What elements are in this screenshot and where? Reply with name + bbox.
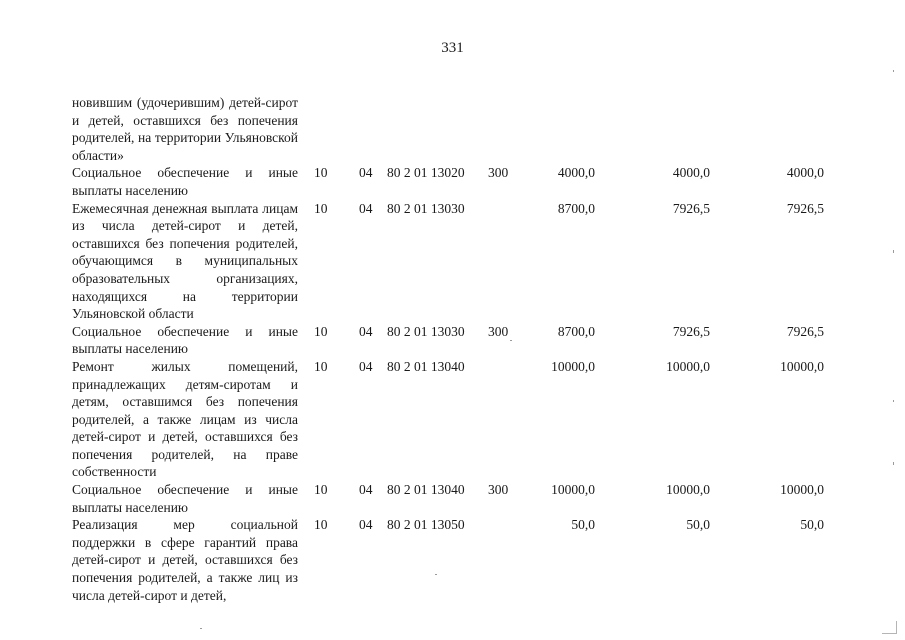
amount-year-1: 8700,0 bbox=[557, 323, 595, 339]
table-row bbox=[72, 323, 862, 358]
amount-year-3: 10000,0 bbox=[780, 482, 824, 498]
table-row bbox=[72, 164, 862, 199]
subsection-code: 04 bbox=[359, 517, 373, 533]
subsection-code: 04 bbox=[359, 323, 373, 339]
amount-year-2: 7926,5 bbox=[672, 200, 710, 216]
amount-year-1: 50,0 bbox=[571, 517, 595, 533]
section-code: 10 bbox=[314, 323, 328, 339]
subsection-code: 04 bbox=[359, 358, 373, 374]
target-article-code: 80 2 01 13030 bbox=[387, 323, 465, 339]
scan-speck bbox=[893, 462, 894, 465]
amount-year-1: 8700,0 bbox=[557, 200, 595, 216]
scan-corner-mark bbox=[882, 621, 897, 634]
amount-year-2: 10000,0 bbox=[666, 358, 710, 374]
scan-speck bbox=[200, 628, 202, 629]
expense-type-code: 300 bbox=[488, 482, 509, 498]
subsection-code: 04 bbox=[359, 200, 373, 216]
scan-speck bbox=[510, 340, 512, 341]
target-article-code: 80 2 01 13040 bbox=[387, 358, 465, 374]
scan-speck bbox=[893, 250, 894, 253]
section-code: 10 bbox=[314, 165, 328, 181]
subsection-code: 04 bbox=[359, 482, 373, 498]
target-article-code: 80 2 01 13030 bbox=[387, 200, 465, 216]
amount-year-1: 4000,0 bbox=[557, 165, 595, 181]
scan-speck bbox=[893, 400, 894, 402]
amount-year-3: 7926,5 bbox=[786, 200, 824, 216]
amount-year-3: 50,0 bbox=[800, 517, 824, 533]
expense-type-code: 300 bbox=[488, 165, 509, 181]
scan-speck bbox=[435, 574, 437, 575]
table-row bbox=[72, 358, 862, 481]
row-description: Реализация мер социальной поддержки в сфере гарантий права детей-сирот и детей, оставшихся без попечения родителей, а также лиц из числа детей-сирот и детей, bbox=[72, 517, 298, 603]
amount-year-1: 10000,0 bbox=[551, 358, 595, 374]
table-row bbox=[72, 200, 862, 323]
budget-table bbox=[72, 94, 862, 604]
expense-type-code: 300 bbox=[488, 323, 509, 339]
scan-speck bbox=[893, 70, 894, 72]
section-code: 10 bbox=[314, 482, 328, 498]
page-number: 331 bbox=[441, 40, 464, 56]
target-article-code: 80 2 01 13040 bbox=[387, 482, 465, 498]
table-row bbox=[72, 94, 862, 164]
amount-year-2: 7926,5 bbox=[672, 323, 710, 339]
amount-year-3: 4000,0 bbox=[786, 165, 824, 181]
row-description: Социальное обеспечение и иные выплаты населению bbox=[72, 482, 298, 515]
row-description: Социальное обеспечение и иные выплаты населению bbox=[72, 323, 298, 357]
table-row bbox=[72, 481, 862, 516]
amount-year-3: 7926,5 bbox=[786, 323, 824, 339]
table-row bbox=[72, 516, 862, 604]
amount-year-1: 10000,0 bbox=[551, 482, 595, 498]
row-description: Ремонт жилых помещений, принадлежащих детям-сиротам и детям, оставшимся без попечения родителей, а также лицам из числа детей-сирот и детей, оставшихся без попечения родителей, на праве собственности bbox=[72, 358, 298, 480]
amount-year-2: 4000,0 bbox=[672, 165, 710, 181]
amount-year-2: 50,0 bbox=[686, 517, 710, 533]
section-code: 10 bbox=[314, 358, 328, 374]
amount-year-2: 10000,0 bbox=[666, 482, 710, 498]
row-description: Социальное обеспечение и иные выплаты населению bbox=[72, 165, 298, 198]
row-description: новившим (удочерившим) детей-сирот и детей, оставшихся без попечения родителей, на территории Ульяновской области» bbox=[72, 95, 298, 163]
row-description: Ежемесячная денежная выплата лицам из числа детей-сирот и детей, оставшихся без попечения родителей, обучающимся в муниципальных образовательных организациях, находящихся на территории Ульяновской области bbox=[72, 200, 298, 322]
subsection-code: 04 bbox=[359, 165, 373, 181]
target-article-code: 80 2 01 13050 bbox=[387, 517, 465, 533]
section-code: 10 bbox=[314, 517, 328, 533]
section-code: 10 bbox=[314, 200, 328, 216]
target-article-code: 80 2 01 13020 bbox=[387, 165, 465, 181]
amount-year-3: 10000,0 bbox=[780, 358, 824, 374]
